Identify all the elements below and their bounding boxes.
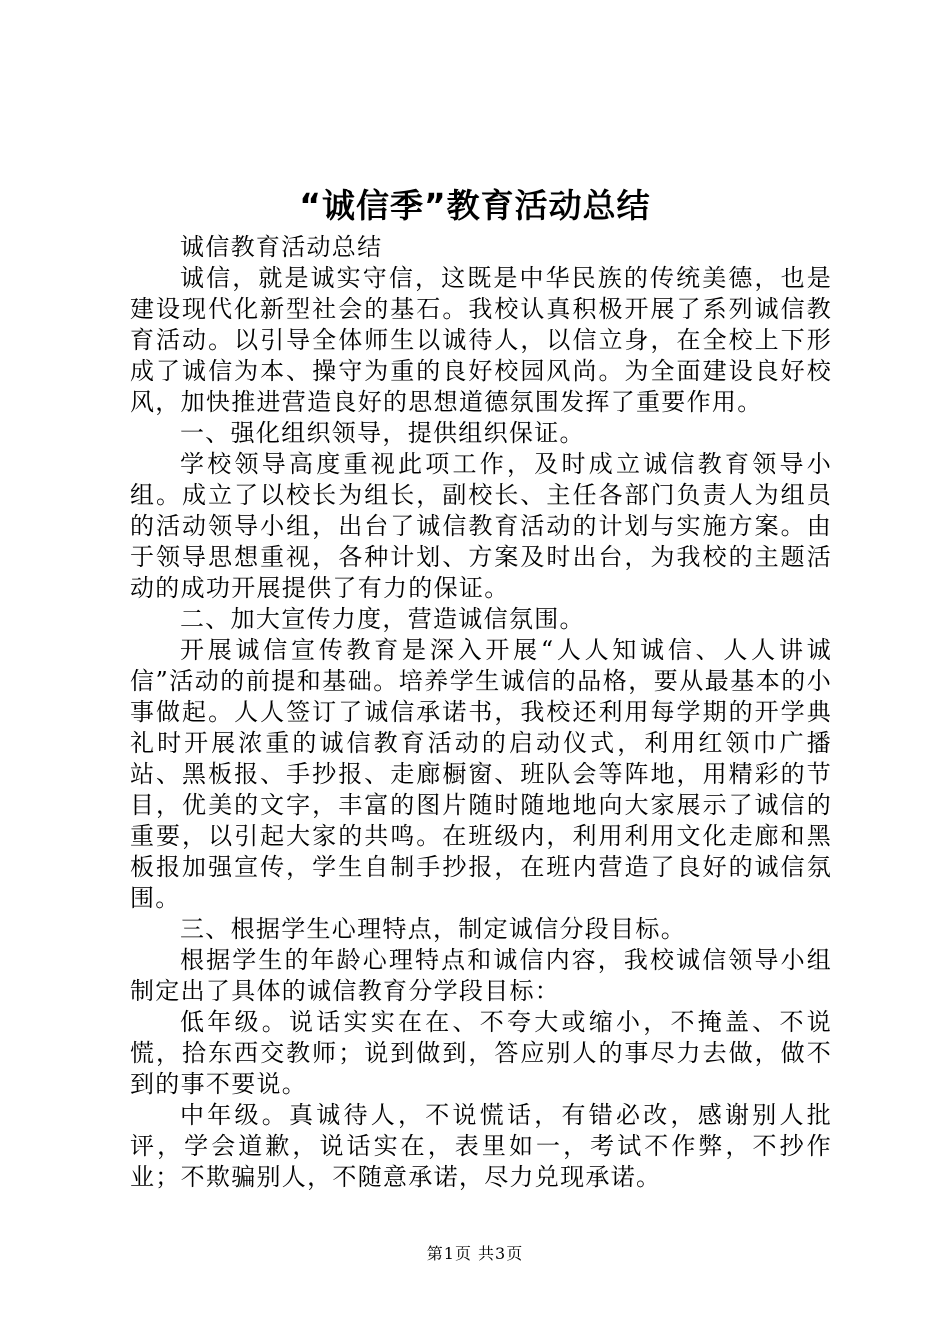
paragraph-heading: 诚信教育活动总结 bbox=[180, 233, 383, 261]
section-heading-2: 二、加大宣传力度，营造诚信氛围。 bbox=[180, 605, 585, 633]
paragraph-low-grade: 低年级。说话实实在在、不夸大或缩小，不掩盖、不说慌，拾东西交教师；说到做到，答应别人的事尽力去做，做不到的事不要说。 bbox=[130, 1008, 832, 1098]
document-body bbox=[130, 232, 832, 1193]
paragraph-mid-grade: 中年级。真诚待人，不说慌话，有错必改，感谢别人批评，学会道歉，说话实在，表里如一，考试不作弊，不抄作业；不欺骗别人，不随意承诺，尽力兑现承诺。 bbox=[130, 1101, 832, 1191]
paragraph-section-2: 开展诚信宣传教育是深入开展“人人知诚信、人人讲诚信”活动的前提和基础。培养学生诚信的品格，要从最基本的小事做起。人人签订了诚信承诺书，我校还利用每学期的开学典礼时开展浓重的诚信教育活动的启动仪式，利用红领巾广播站、黑板报、手抄报、走廊橱窗、班队会等阵地，用精彩的节目，优美的文字，丰富的图片随时随地地向大家展示了诚信的重要，以引起大家的共鸣。在班级内，利用利用文化走廊和黑板报加强宣传，学生自制手抄报，在班内营造了良好的诚信氛围。 bbox=[130, 636, 832, 912]
section-heading-1: 一、强化组织领导，提供组织保证。 bbox=[180, 419, 585, 447]
paragraph-intro: 诚信，就是诚实守信，这既是中华民族的传统美德，也是建设现代化新型社会的基石。我校认真积极开展了系列诚信教育活动。以引导全体师生以诚待人，以信立身，在全校上下形成了诚信为本、操守为重的良好校园风尚。为全面建设良好校风，加快推进营造良好的思想道德氛围发挥了重要作用。 bbox=[130, 264, 832, 416]
paragraph-section-3: 根据学生的年龄心理特点和诚信内容，我校诚信领导小组制定出了具体的诚信教育分学段目标： bbox=[130, 946, 832, 1005]
paragraph-section-1: 学校领导高度重视此项工作，及时成立诚信教育领导小组。成立了以校长为组长，副校长、主任各部门负责人为组员的活动领导小组，出台了诚信教育活动的计划与实施方案。由于领导思想重视，各种计划、方案及时出台，为我校的主题活动的成功开展提供了有力的保证。 bbox=[130, 450, 832, 602]
section-heading-3: 三、根据学生心理特点，制定诚信分段目标。 bbox=[180, 915, 686, 943]
document-title: “诚信季”教育活动总结 bbox=[299, 186, 651, 225]
page-number-footer: 第1页 共3页 bbox=[426, 1244, 524, 1263]
